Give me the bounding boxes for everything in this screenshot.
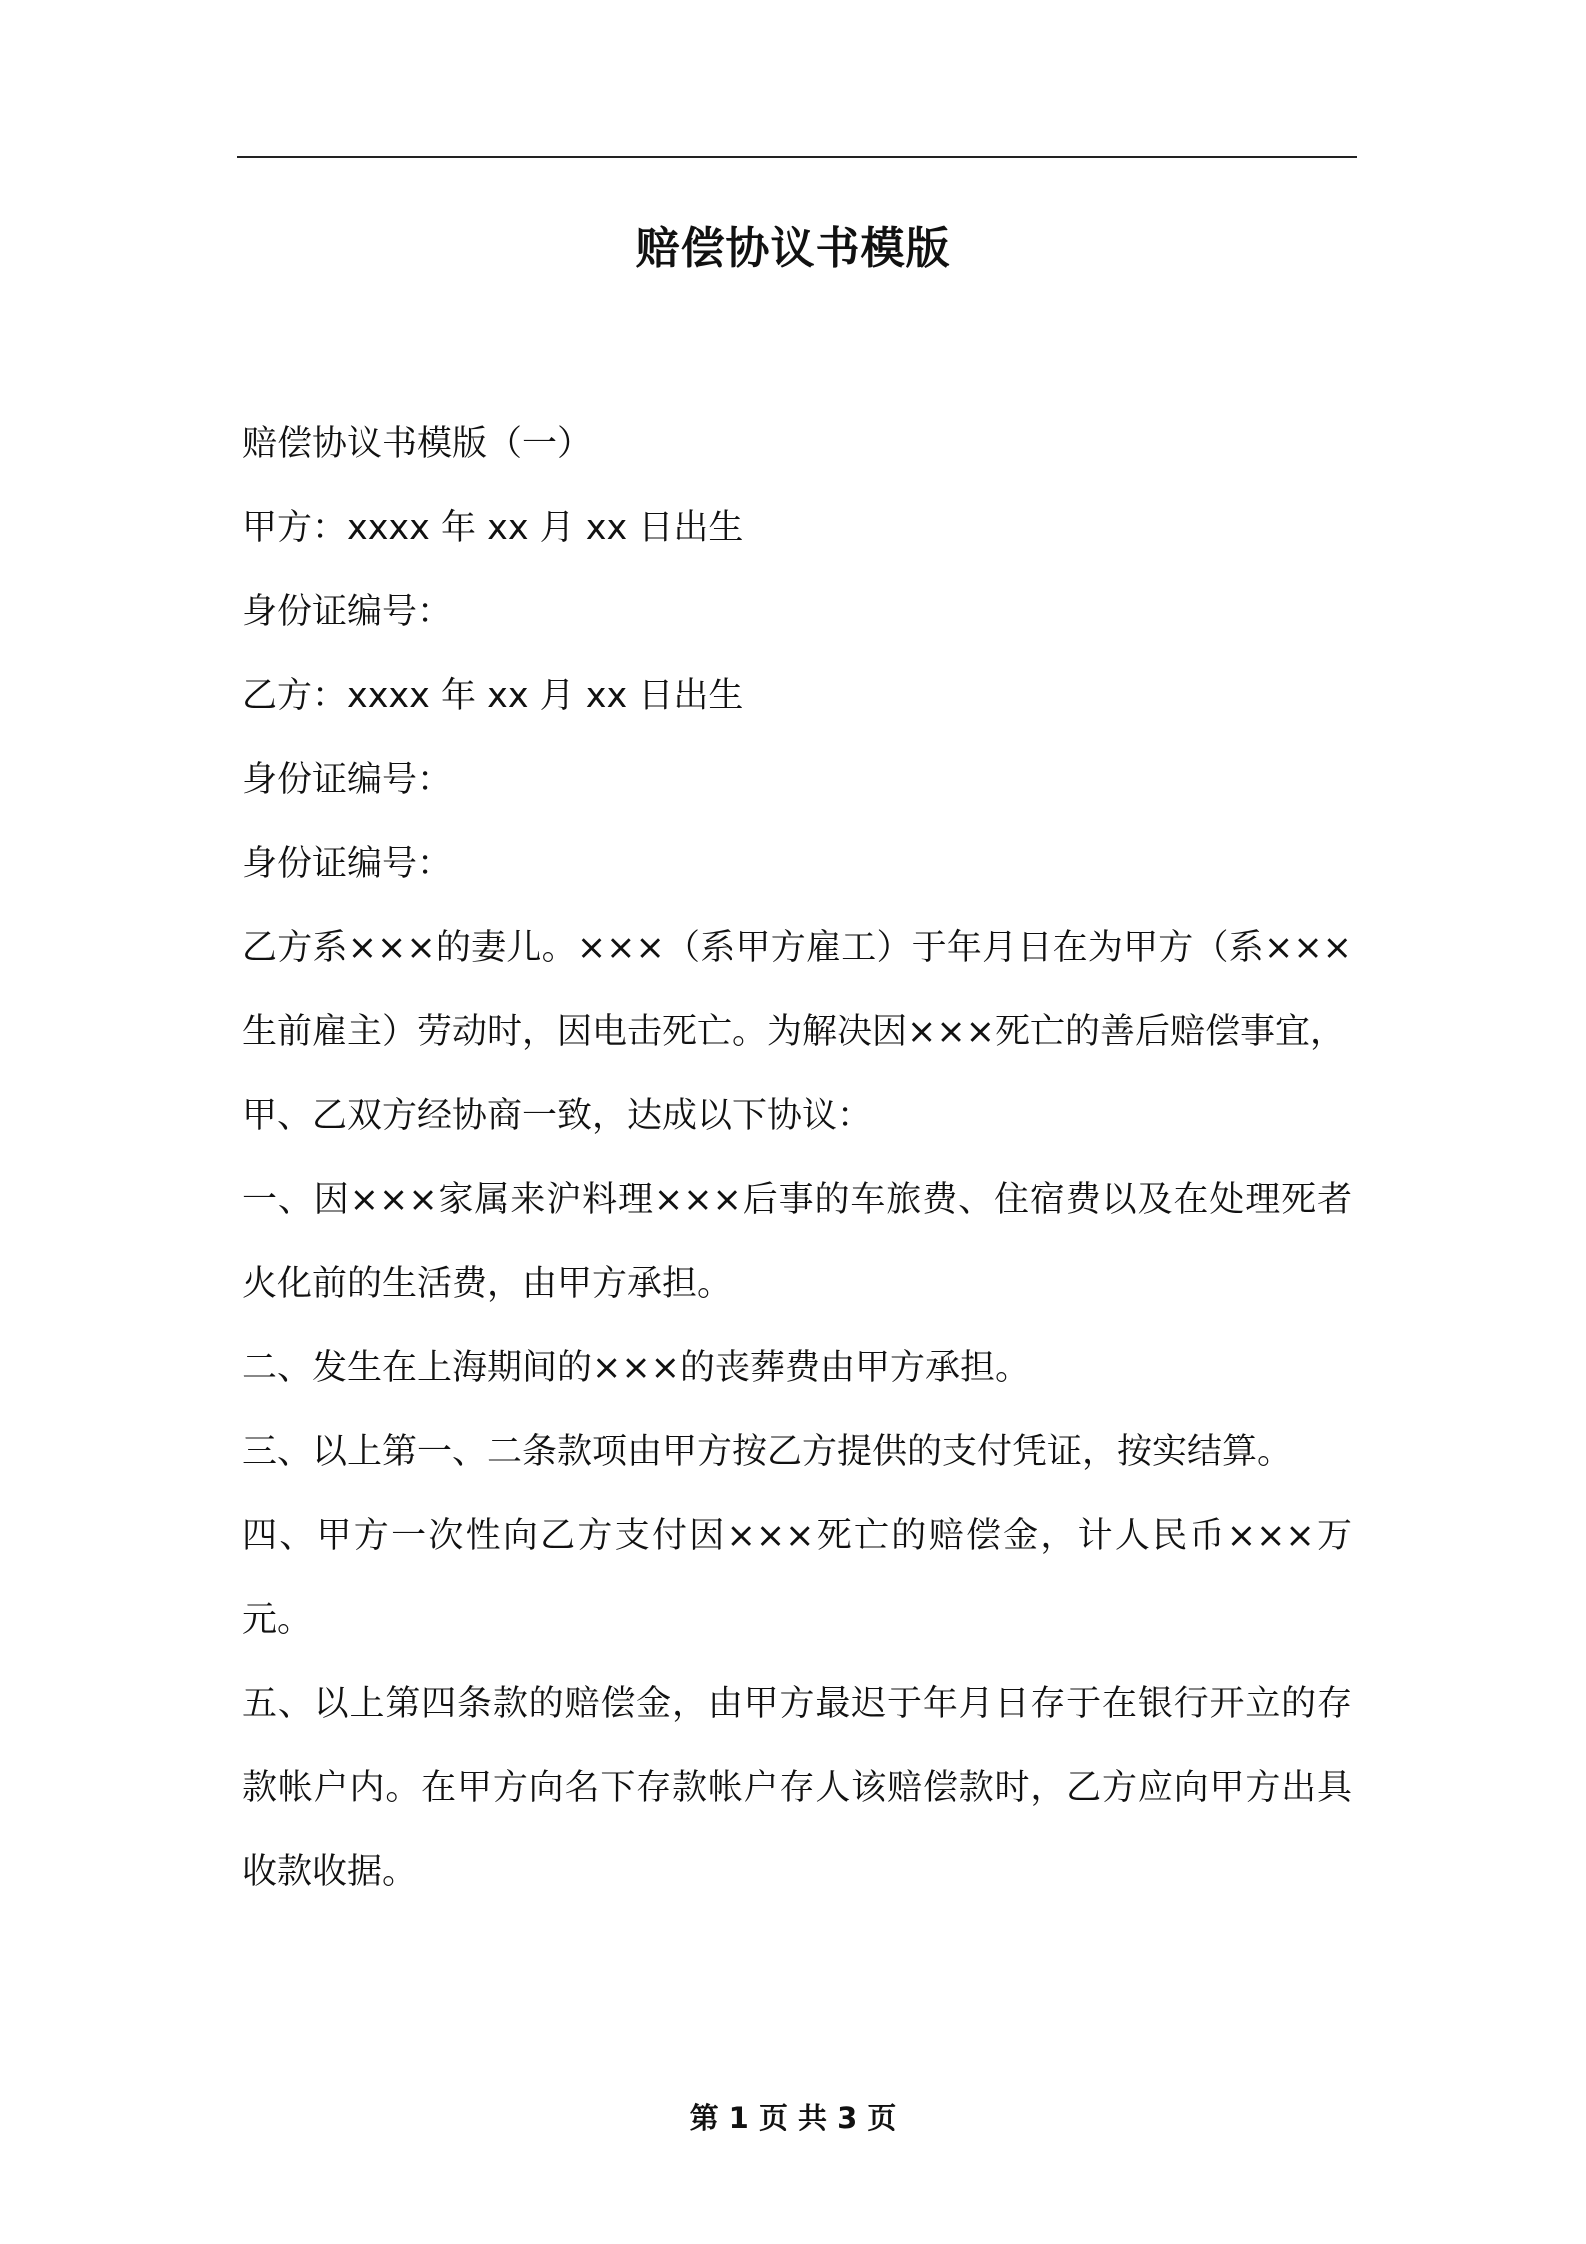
party-b-line: 乙方：xxxx 年 xx 月 xx 日出生 [242,676,744,716]
header-rule [237,156,1357,158]
extra-id-line: 身份证编号： [242,844,453,884]
document-title: 赔偿协议书模版 [635,223,951,274]
page-footer: 第 1 页 共 3 页 [689,2101,897,2135]
section-heading: 赔偿协议书模版（一） [242,424,593,464]
background-paragraph: 乙方系×××的妻儿。×××（系甲方雇工）于年月日在为甲方（系×××生前雇主）劳动时，因电击死亡。为解决因×××死亡的善后赔偿事宜， [242,928,1352,1052]
clause-1: 一、因×××家属来沪料理×××后事的车旅费、住宿费以及在处理死者火化前的生活费，由甲方承担。 [242,1180,1352,1304]
party-b-id-line: 身份证编号： [242,760,453,800]
party-a-id-line: 身份证编号： [242,592,453,632]
clause-3: 三、以上第一、二条款项由甲方按乙方提供的支付凭证，按实结算。 [242,1432,1293,1472]
clause-4: 四、甲方一次性向乙方支付因×××死亡的赔偿金，计人民币×××万元。 [242,1516,1352,1640]
agreement-intro: 甲、乙双方经协商一致，达成以下协议： [242,1096,873,1136]
clause-5: 五、以上第四条款的赔偿金，由甲方最迟于年月日存于在银行开立的存款帐户内。在甲方向名下存款帐户存人该赔偿款时，乙方应向甲方出具收款收据。 [242,1684,1352,1892]
party-a-line: 甲方：xxxx 年 xx 月 xx 日出生 [242,508,744,548]
document-body [242,402,1352,1914]
clause-2: 二、发生在上海期间的×××的丧葬费由甲方承担。 [242,1348,1030,1388]
